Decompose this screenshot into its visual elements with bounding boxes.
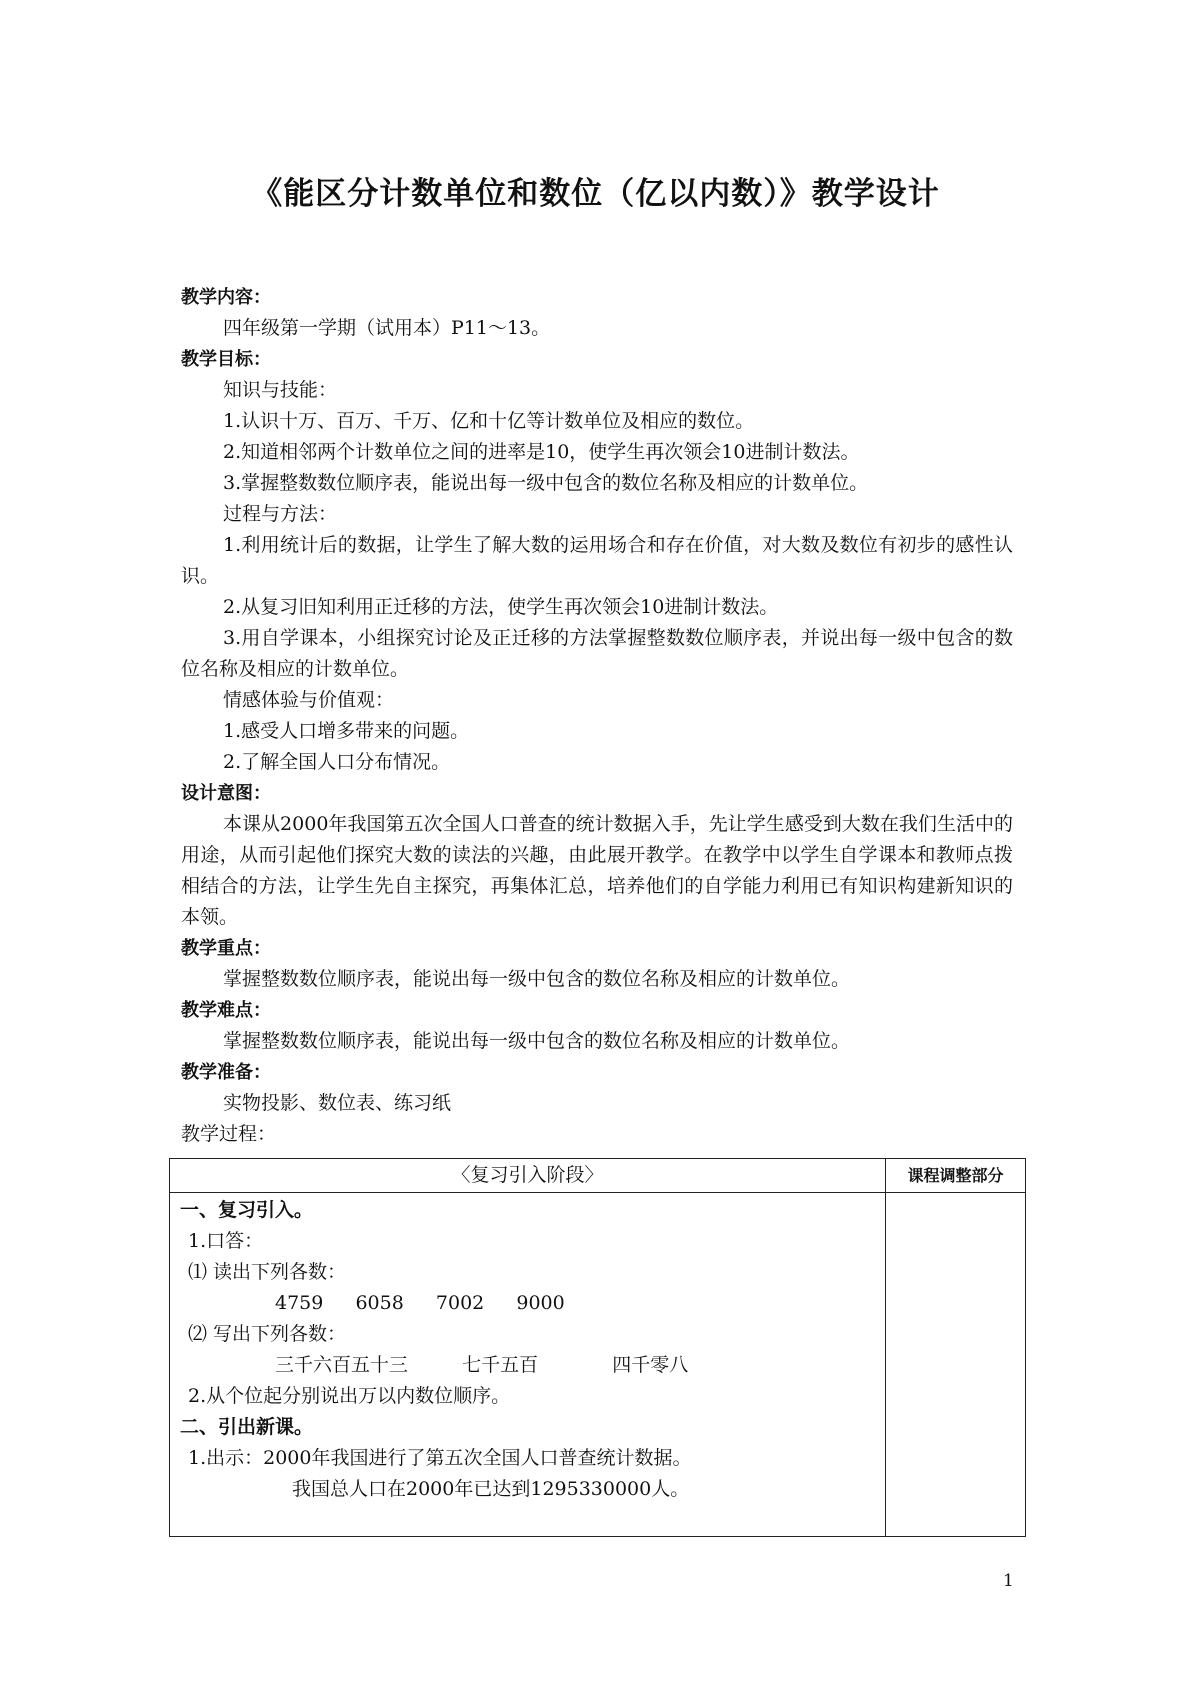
word-number-row <box>180 1350 880 1381</box>
emotion-item: 2.了解全国人口分布情况。 <box>223 751 451 773</box>
table-main-cell <box>180 1195 880 1505</box>
knowledge-item: 3.掌握整数数位顺序表，能说出每一级中包含的数位名称及相应的计数单位。 <box>223 472 869 494</box>
table-line: 我国总人口在2000年已达到1295330000人。 <box>292 1478 690 1500</box>
key-text: 掌握整数数位顺序表，能说出每一级中包含的数位名称及相应的计数单位。 <box>223 968 851 990</box>
intent-text: 本课从2000年我国第五次全国人口普查的统计数据入手，先让学生感受到大数在我们生活中的用途，从而引起他们探究大数的读法的兴趣，由此展开教学。在教学中以学生自学课本和教师点拨相结合的方法，让学生先自主探究，再集体汇总，培养他们的自学能力利用已有知识构建新知识的本领。 <box>181 813 1013 928</box>
knowledge-item: 2.知道相邻两个计数单位之间的进率是10，使学生再次领会10进制计数法。 <box>223 441 860 463</box>
table-line: 1.口答： <box>188 1230 264 1252</box>
emotion-item: 1.感受人口增多带来的问题。 <box>223 720 470 742</box>
table-line: ⑴ 读出下列各数： <box>188 1261 347 1283</box>
difficulty-text: 掌握整数数位顺序表，能说出每一级中包含的数位名称及相应的计数单位。 <box>223 1030 851 1052</box>
page-number: 1 <box>1003 1571 1014 1591</box>
page-title: 《能区分计数单位和数位（亿以内数）》教学设计 <box>251 176 940 212</box>
word-number-item: 四千零八 <box>612 1354 689 1376</box>
knowledge-item: 1.认识十万、百万、千万、亿和十亿等计数单位及相应的数位。 <box>223 410 755 432</box>
document-body <box>181 282 1013 1150</box>
table-line: ⑵ 写出下列各数： <box>188 1323 347 1345</box>
number-item: 6058 <box>355 1292 404 1314</box>
number-item: 9000 <box>516 1292 565 1314</box>
subheading-knowledge: 知识与技能： <box>223 379 338 401</box>
content-text: 四年级第一学期（试用本）P11～13。 <box>223 317 551 339</box>
table-line: 1.出示：2000年我国进行了第五次全国人口普查统计数据。 <box>188 1447 692 1469</box>
subheading-process: 过程与方法： <box>223 503 338 525</box>
process-item: 3.用自学课本，小组探究讨论及正迁移的方法掌握整数数位顺序表，并说出每一级中包含的数位名称及相应的计数单位。 <box>181 627 1013 680</box>
section-heading-key: 教学重点： <box>181 938 271 959</box>
section-heading-goals: 教学目标： <box>181 349 271 370</box>
table-line: 2.从个位起分别说出万以内数位顺序。 <box>188 1385 511 1407</box>
table-header-side: 课程调整部分 <box>907 1166 1004 1185</box>
number-item: 4759 <box>275 1292 324 1314</box>
table-line: 二、引出新课。 <box>180 1416 314 1438</box>
table-header-divider <box>170 1192 1025 1193</box>
table-line: 一、复习引入。 <box>180 1199 314 1221</box>
number-item: 7002 <box>435 1292 485 1314</box>
prep-text: 实物投影、数位表、练习纸 <box>223 1092 452 1114</box>
word-number-item: 七千五百 <box>462 1354 539 1376</box>
section-heading-content: 教学内容： <box>181 287 271 308</box>
section-heading-intent: 设计意图： <box>181 783 271 804</box>
number-row <box>180 1288 880 1319</box>
subheading-emotion: 情感体验与价值观： <box>223 689 395 711</box>
process-item: 1.利用统计后的数据，让学生了解大数的运用场合和存在价值，对大数及数位有初步的感性认识。 <box>181 534 1013 587</box>
process-item: 2.从复习旧知利用正迁移的方法，使学生再次领会10进制计数法。 <box>223 596 779 618</box>
process-label: 教学过程： <box>181 1123 277 1145</box>
lesson-process-table <box>169 1158 1026 1537</box>
section-heading-prep: 教学准备： <box>181 1062 271 1083</box>
word-number-item: 三千六百五十三 <box>275 1354 409 1376</box>
table-column-divider <box>885 1159 886 1536</box>
table-header-main: 〈复习引入阶段〉 <box>451 1164 604 1186</box>
section-heading-difficulty: 教学难点： <box>181 1000 271 1021</box>
